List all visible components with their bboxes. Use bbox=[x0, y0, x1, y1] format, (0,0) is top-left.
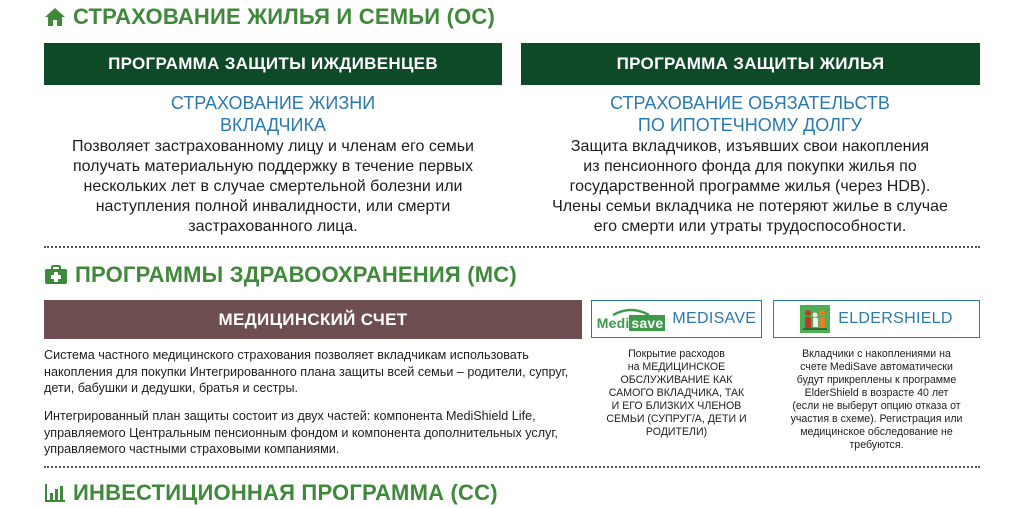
home-subtitle-line2: ПО ИПОТЕЧНОМУ ДОЛГУ bbox=[637, 115, 863, 135]
home-description bbox=[510, 137, 990, 237]
eldershield-desc-line: (если не выберут опцию отказа от bbox=[792, 400, 961, 412]
eldershield-description bbox=[773, 348, 980, 452]
home-subtitle-line1: СТРАХОВАНИЕ ОБЯЗАТЕЛЬСТВ bbox=[610, 93, 890, 113]
medisave-desc-line: САМОГО ВКЛАДЧИКА, ТАК bbox=[608, 387, 745, 399]
dependants-subtitle-line1: СТРАХОВАНИЕ ЖИЗНИ bbox=[170, 93, 376, 113]
dependants-line: Позволяет застрахованному лицу и членам его семьи bbox=[72, 138, 474, 155]
medisave-label: MEDISAVE bbox=[672, 310, 757, 327]
medisave-desc-line: И ЕГО БЛИЗКИХ ЧЛЕНОВ bbox=[611, 400, 742, 412]
medisave-description bbox=[591, 348, 762, 439]
eldershield-desc-line: будут прикреплены к программе bbox=[796, 374, 957, 386]
dependants-protection-header bbox=[44, 43, 502, 85]
eldershield-desc-line: счете MediSave автоматически bbox=[800, 361, 953, 373]
eldershield-desc-line: требуются. bbox=[849, 439, 904, 451]
bar-chart-icon bbox=[44, 483, 66, 503]
eldershield-label: ELDERSHIELD bbox=[838, 310, 953, 327]
dependants-subtitle-line2: ВКЛАДЧИКА bbox=[220, 115, 326, 135]
medisave-logo-save: save bbox=[631, 315, 664, 331]
home-line: Защита вкладчиков, изъявших свои накопления bbox=[570, 138, 930, 155]
medisave-logo-medi: Medi bbox=[596, 315, 630, 331]
home-subtitle bbox=[510, 92, 990, 136]
eldershield-desc-line: ElderShield в возрасте 40 лет bbox=[804, 387, 949, 399]
dependants-header-text: ПРОГРАММА ЗАЩИТЫ ИЖДИВЕНЦЕВ bbox=[108, 54, 438, 73]
medisave-desc-line: Покрытие расходов bbox=[628, 348, 725, 360]
eldershield-family-icon bbox=[800, 305, 830, 333]
medisave-desc-line: ОБСЛУЖИВАНИЕ КАК bbox=[620, 374, 733, 386]
dependants-description bbox=[34, 137, 512, 237]
home-icon bbox=[44, 7, 66, 27]
medisave-logo bbox=[597, 308, 666, 330]
divider-2 bbox=[44, 466, 980, 468]
section-title-investment-text: ИНВЕСТИЦИОННАЯ ПРОГРАММА (CC) bbox=[73, 480, 498, 505]
medical-paragraph-2: Интегрированный план защиты состоит из двух частей: компонента MediShield Life, управляемого Центральным пенсионным фондом и компонента дополнительных услуг, управляемого частными страховыми компаниями. bbox=[44, 409, 558, 456]
eldershield-desc-line: Вкладчики с накоплениями на bbox=[802, 348, 951, 360]
dependants-line: застрахованного лица. bbox=[188, 218, 358, 235]
dependants-subtitle bbox=[44, 92, 502, 136]
home-line: из пенсионного фонда для покупки жилья по bbox=[583, 158, 917, 175]
medical-kit-icon bbox=[44, 265, 68, 285]
section-title-investment bbox=[44, 480, 498, 506]
eldershield-desc-line: участия в схеме). Регистрация или bbox=[790, 413, 963, 425]
medisave-desc-line: СЕМЬИ (СУПРУГ/А, ДЕТИ И bbox=[606, 413, 747, 425]
section-title-healthcare bbox=[44, 262, 517, 288]
divider-1 bbox=[44, 246, 980, 248]
eldershield-logo-box bbox=[773, 300, 980, 338]
home-protection-header bbox=[521, 43, 980, 85]
medisave-desc-line: РОДИТЕЛИ) bbox=[645, 426, 708, 438]
section-title-healthcare-text: ПРОГРАММЫ ЗДРАВООХРАНЕНИЯ (MC) bbox=[75, 262, 517, 287]
dependants-line: наступления полной инвалидности, или смерти bbox=[95, 198, 451, 215]
dependants-line: получать материальную поддержку в течение первых bbox=[72, 158, 474, 175]
home-line: его смерти или утраты трудоспособности. bbox=[593, 218, 907, 235]
section-title-housing-text: СТРАХОВАНИЕ ЖИЛЬЯ И СЕМЬИ (ОС) bbox=[73, 4, 496, 29]
eldershield-desc-line: медицинское обследование не bbox=[800, 426, 953, 438]
medical-account-header bbox=[44, 300, 582, 339]
home-line: государственной программе жилья (через HDB). bbox=[569, 178, 931, 195]
medisave-desc-line: на МЕДИЦИНСКОЕ bbox=[627, 361, 726, 373]
medisave-logo-box bbox=[591, 300, 762, 338]
section-title-housing bbox=[44, 4, 495, 30]
home-line: Члены семьи вкладчика не потеряют жилье в случае bbox=[552, 198, 948, 215]
medical-header-text: МЕДИЦИНСКИЙ СЧЕТ bbox=[218, 309, 408, 329]
home-header-text: ПРОГРАММА ЗАЩИТЫ ЖИЛЬЯ bbox=[616, 54, 885, 73]
medical-paragraph-1: Система частного медицинского страхования позволяет вкладчикам использовать накопления для покупки Интегрированного плана защиты всей семьи – родители, супруг, дети, бабушки и дедушки, братья и сестры. bbox=[44, 348, 569, 395]
dependants-line: нескольких лет в случае смертельной болезни или bbox=[83, 178, 463, 195]
